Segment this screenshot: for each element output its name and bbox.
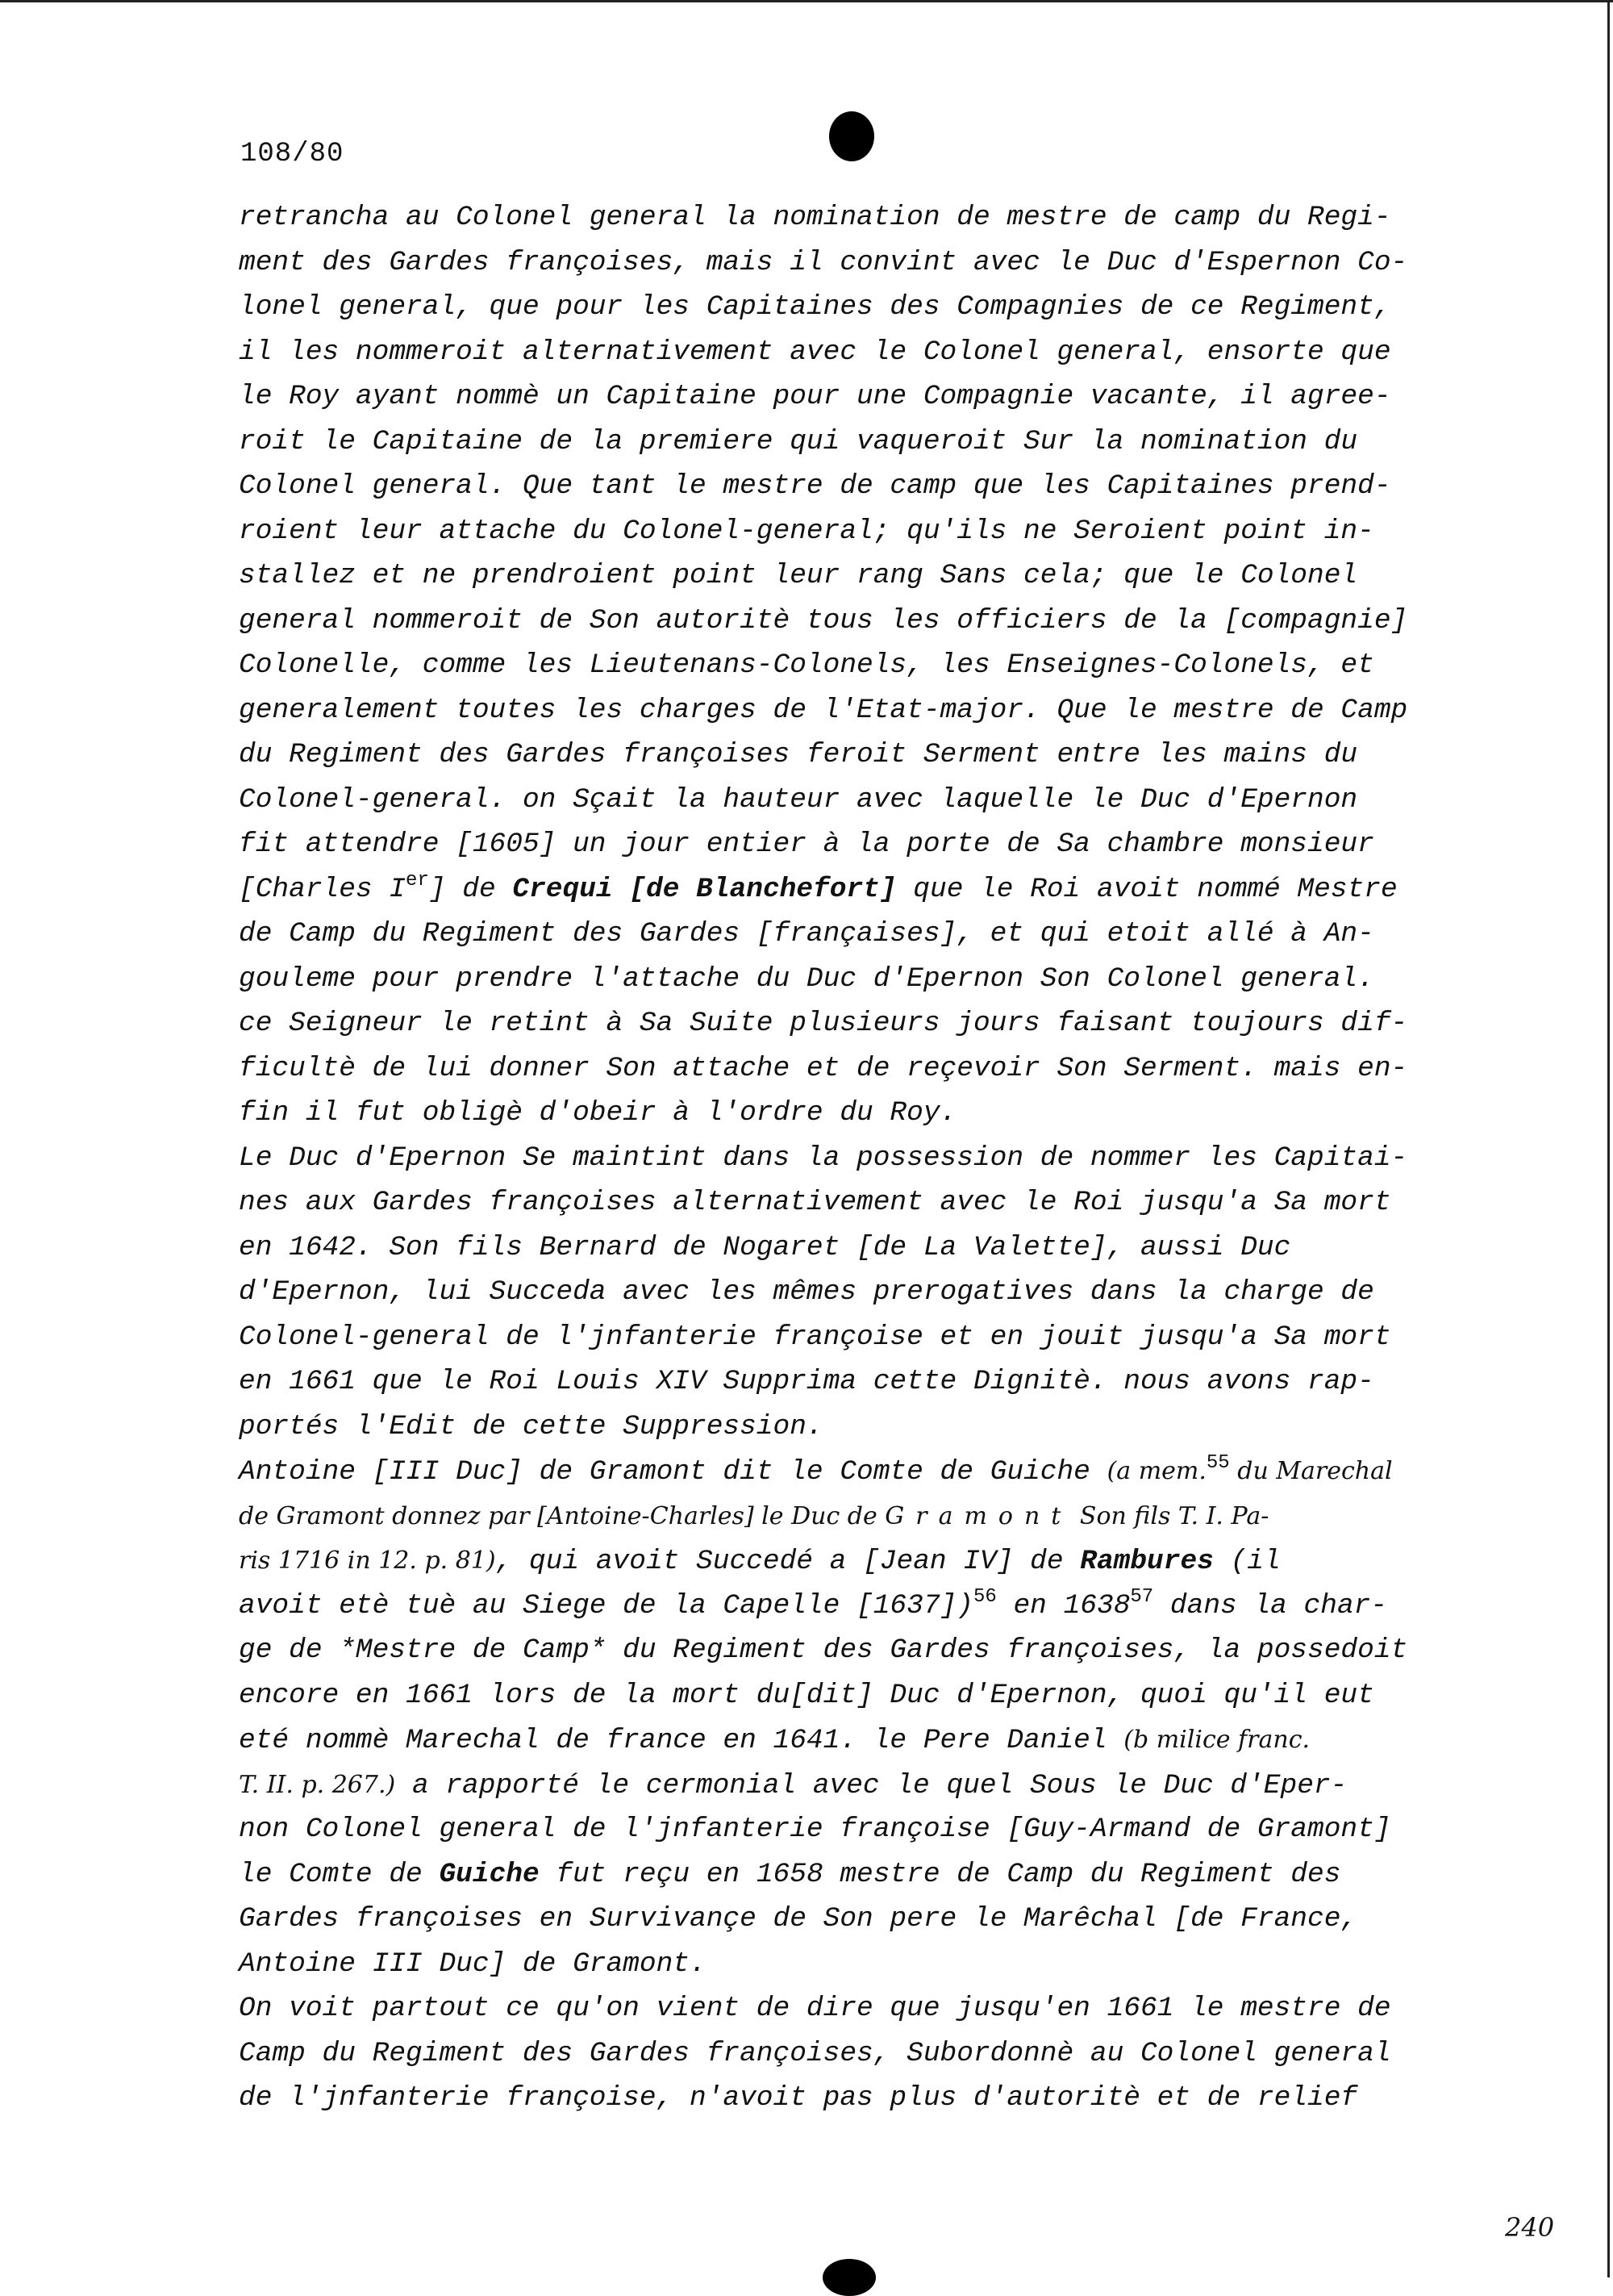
text-line: On voit partout ce qu'on vient de dire que jusqu'en 1661 le mestre de <box>239 1993 1391 2024</box>
text-line: lonel general, que pour les Capitaines des Compagnies de ce Regiment, <box>239 291 1391 323</box>
text-run: a rapporté le cermonial avec le quel Sous le Duc d'Eper- <box>395 1769 1348 1801</box>
handwritten-note: du Marechal <box>1229 1457 1393 1485</box>
text-run: dans la char- <box>1153 1589 1388 1622</box>
text-line <box>239 1584 1481 1629</box>
punch-hole-bottom <box>823 2259 876 2296</box>
text-line: de l'jnfanterie françoise, n'avoit pas plus d'autoritè et de relief <box>239 2082 1358 2114</box>
text-line: general nommeroit de Son autoritè tous les officiers de la [compagnie] <box>239 604 1408 637</box>
footnote-ref: 55 <box>1206 1452 1230 1474</box>
text-line: Le Duc d'Epernon Se maintint dans la possession de nommer les Capitai- <box>239 1142 1408 1174</box>
text-line: fit attendre [1605] un jour entier à la porte de Sa chambre monsieur <box>239 829 1374 860</box>
text-line: le Roy ayant nommè un Capitaine pour une Compagnie vacante, il agree- <box>239 381 1391 412</box>
text-line <box>239 1538 1481 1584</box>
text-line: en 1661 que le Roi Louis XIV Supprima cette Dignitè. nous avons rap- <box>239 1366 1374 1397</box>
handwritten-spaced: Gramont <box>885 1501 1073 1530</box>
handwritten-note: (b milice franc. <box>1123 1726 1311 1754</box>
text-line: retrancha au Colonel general la nomination de mestre de camp du Regi- <box>239 202 1391 233</box>
text-line: roit le Capitaine de la premiere qui vaqueroit Sur la nomination du <box>239 425 1358 457</box>
page-reference: 108/80 <box>240 139 344 169</box>
punch-hole-top <box>829 111 874 161</box>
text-line <box>239 867 1481 912</box>
bold-name: Guiche <box>439 1858 540 1890</box>
text-line: Colonel-general. on Sçait la hauteur avec laquelle le Duc d'Epernon <box>239 783 1358 816</box>
text-line: il les nommeroit alternativement avec le Colonel general, ensorte que <box>239 336 1391 368</box>
text-line: generalement toutes les charges de l'Etat-major. Que le mestre de Camp <box>239 694 1408 726</box>
text-line <box>239 1852 1481 1897</box>
handwritten-note: de Gramont donnez par [Antoine-Charles] le Duc de <box>239 1501 886 1530</box>
right-border <box>1607 0 1610 2277</box>
text-run: (il <box>1213 1546 1281 1577</box>
text-line: ment des Gardes françoises, mais il convint avec le Duc d'Espernon Co- <box>239 246 1408 278</box>
handwritten-note: ris 1716 in 12. p. 81) <box>239 1547 496 1575</box>
text-line: non Colonel general de l'jnfanterie françoise [Guy-Armand de Gramont] <box>239 1814 1391 1845</box>
text-run: eté nommè Marechal de france en 1641. le Pere Daniel <box>239 1725 1124 1756</box>
text-line: du Regiment des Gardes françoises feroit Serment entre les mains du <box>239 739 1358 770</box>
text-line: en 1642. Son fils Bernard de Nogaret [de La Valette], aussi Duc <box>239 1231 1291 1263</box>
text-line: portés l'Edit de cette Suppression. <box>239 1410 823 1442</box>
folio-number: 240 <box>1505 2212 1555 2243</box>
text-run: en 1638 <box>996 1589 1131 1622</box>
text-line: Antoine III Duc] de Gramont. <box>239 1947 706 1980</box>
text-run: [Charles I <box>239 873 406 905</box>
text-line: Camp du Regiment des Gardes françoises, Subordonnè au Colonel general <box>239 2037 1391 2069</box>
text-line: de Camp du Regiment des Gardes [françaises], et qui etoit allé à An- <box>239 918 1374 950</box>
text-run: , qui avoit Succedé a [Jean IV] de <box>495 1546 1081 1577</box>
text-line: ce Seigneur le retint à Sa Suite plusieurs jours faisant toujours dif- <box>239 1008 1408 1039</box>
footnote-ref: 56 <box>973 1585 997 1608</box>
text-line: fin il fut obligè d'obeir à l'ordre du Roy. <box>239 1097 957 1129</box>
top-border <box>0 0 1613 2</box>
text-line: Colonel-general de l'jnfanterie françoise et en jouit jusqu'a Sa mort <box>239 1321 1391 1353</box>
superscript: er <box>406 869 429 891</box>
text-line: Colonelle, comme les Lieutenans-Colonels, les Enseignes-Colonels, et <box>239 649 1374 681</box>
text-line <box>239 1449 1481 1494</box>
text-line: ge de *Mestre de Camp* du Regiment des Gardes françoises, la possedoit <box>239 1634 1408 1666</box>
handwritten-note: Son fils T. I. Pa- <box>1072 1501 1269 1530</box>
text-line: gouleme pour prendre l'attache du Duc d'Epernon Son Colonel general. <box>239 962 1374 995</box>
text-line <box>239 1763 1481 1808</box>
document-body <box>239 195 1481 2121</box>
text-run: avoit etè tuè au Siege de la Capelle [1637]) <box>239 1589 973 1622</box>
text-line: Colonel general. Que tant le mestre de camp que les Capitaines prend- <box>239 470 1391 502</box>
text-line: ficultè de lui donner Son attache et de reçevoir Son Serment. mais en- <box>239 1052 1408 1084</box>
text-line <box>239 1494 1481 1539</box>
text-line <box>239 1718 1481 1763</box>
handwritten-note: (a mem. <box>1107 1457 1207 1485</box>
text-run: ] de <box>428 873 513 905</box>
text-line: d'Epernon, lui Succeda avec les mêmes prerogatives dans la charge de <box>239 1276 1374 1308</box>
handwritten-note: T. II. p. 267.) <box>239 1770 396 1799</box>
text-line: nes aux Gardes françoises alternativement avec le Roi jusqu'a Sa mort <box>239 1187 1391 1218</box>
bold-name: Rambures <box>1080 1546 1214 1577</box>
text-line: roient leur attache du Colonel-general; qu'ils ne Seroient point in- <box>239 515 1374 547</box>
text-run: fut reçu en 1658 mestre de Camp du Regiment des <box>539 1858 1341 1890</box>
text-run: Antoine [III Duc] de Gramont dit le Comte de Guiche <box>239 1456 1107 1488</box>
text-line: stallez et ne prendroient point leur rang Sans cela; que le Colonel <box>239 560 1358 591</box>
text-line: Gardes françoises en Survivançe de Son pere le Marêchal [de France, <box>239 1903 1358 1935</box>
footnote-ref: 57 <box>1130 1585 1154 1608</box>
text-line: encore en 1661 lors de la mort du[dit] Duc d'Epernon, quoi qu'il eut <box>239 1679 1374 1711</box>
bold-name: Crequi [de Blanchefort] <box>512 873 897 905</box>
text-run: le Comte de <box>239 1858 440 1890</box>
text-run: que le Roi avoit nommé Mestre <box>896 873 1398 905</box>
